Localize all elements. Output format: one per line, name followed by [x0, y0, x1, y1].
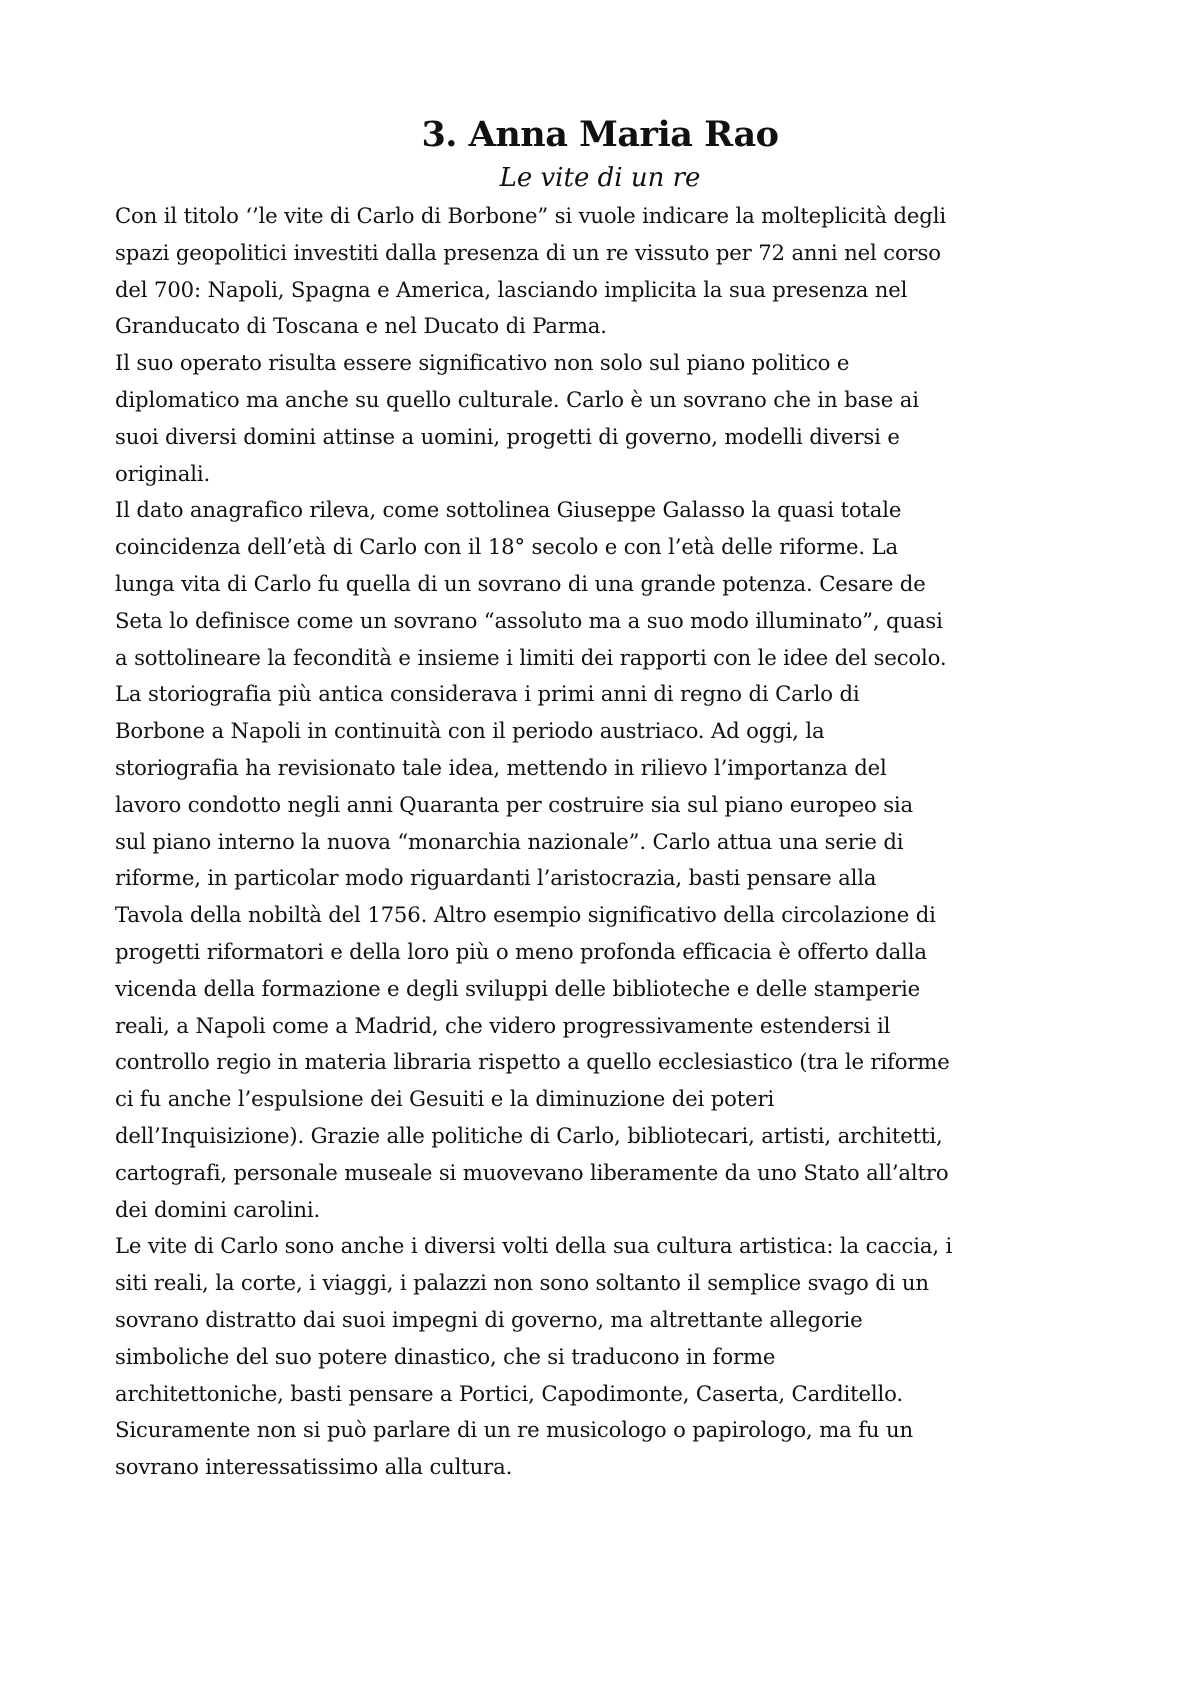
text-line: sul piano interno la nuova “monarchia nazionale”. Carlo attua una serie di [115, 828, 904, 854]
body-text [115, 198, 1115, 1486]
text-line: ci fu anche l’espulsione dei Gesuiti e la diminuzione dei poteri [115, 1086, 775, 1112]
page-title: 3. Anna Maria Rao [421, 114, 779, 155]
text-line: sovrano distratto dai suoi impegni di governo, ma altrettante allegorie [115, 1306, 863, 1332]
text-line: sovrano interessatissimo alla cultura. [115, 1454, 513, 1480]
text-line: Granducato di Toscana e nel Ducato di Parma. [115, 313, 607, 339]
text-line: Le vite di Carlo sono anche i diversi volti della sua cultura artistica: la caccia, i [115, 1233, 953, 1259]
text-line: diplomatico ma anche su quello culturale. Carlo è un sovrano che in base ai [115, 386, 919, 412]
text-line: cartografi, personale museale si muovevano liberamente da uno Stato all’altro [115, 1159, 949, 1185]
text-line: Sicuramente non si può parlare di un re musicologo o papirologo, ma fu un [115, 1417, 913, 1443]
text-line: progetti riformatori e della loro più o meno profonda efficacia è offerto dalla [115, 938, 927, 964]
text-line: dell’Inquisizione). Grazie alle politiche di Carlo, bibliotecari, artisti, architetti, [115, 1122, 943, 1148]
text-line: controllo regio in materia libraria rispetto a quello ecclesiastico (tra le riforme [115, 1049, 950, 1075]
text-line: Seta lo definisce come un sovrano “assoluto ma a suo modo illuminato”, quasi [115, 607, 943, 633]
text-line: simboliche del suo potere dinastico, che si traducono in forme [115, 1343, 776, 1369]
text-line: riforme, in particolar modo riguardanti l’aristocrazia, basti pensare alla [115, 865, 877, 891]
text-line: dei domini carolini. [115, 1196, 321, 1222]
page-subtitle: Le vite di un re [499, 163, 701, 193]
text-line: Con il titolo ‘’le vite di Carlo di Borbone” si vuole indicare la molteplicità degli [115, 203, 946, 228]
text-line: originali. [115, 460, 211, 486]
text-line: Borbone a Napoli in continuità con il periodo austriaco. Ad oggi, la [115, 718, 825, 744]
text-line: lunga vita di Carlo fu quella di un sovrano di una grande potenza. Cesare de [115, 570, 926, 596]
text-line: Il suo operato risulta essere significativo non solo sul piano politico e [115, 350, 850, 376]
text-line: siti reali, la corte, i viaggi, i palazzi non sono soltanto il semplice svago di un [115, 1270, 929, 1296]
text-line: storiografia ha revisionato tale idea, mettendo in rilievo l’importanza del [115, 754, 887, 780]
text-line: coincidenza dell’età di Carlo con il 18° secolo e con l’età delle riforme. La [115, 534, 898, 560]
text-line: architettoniche, basti pensare a Portici, Capodimonte, Caserta, Carditello. [115, 1380, 903, 1406]
text-line: spazi geopolitici investiti dalla presenza di un re vissuto per 72 anni nel corso [115, 239, 941, 265]
text-line: La storiografia più antica considerava i primi anni di regno di Carlo di [115, 681, 860, 707]
text-line: Tavola della nobiltà del 1756. Altro esempio significativo della circolazione di [115, 902, 936, 928]
text-line: reali, a Napoli come a Madrid, che videro progressivamente estendersi il [115, 1012, 891, 1038]
text-line: suoi diversi domini attinse a uomini, progetti di governo, modelli diversi e [115, 423, 900, 449]
text-line: Il dato anagrafico rileva, come sottolinea Giuseppe Galasso la quasi totale [115, 497, 902, 523]
text-line: del 700: Napoli, Spagna e America, lasciando implicita la sua presenza nel [115, 276, 908, 302]
text-line: lavoro condotto negli anni Quaranta per costruire sia sul piano europeo sia [115, 791, 914, 817]
text-line: a sottolineare la fecondità e insieme i limiti dei rapporti con le idee del secolo. [115, 644, 947, 670]
text-line: vicenda della formazione e degli sviluppi delle biblioteche e delle stamperie [115, 975, 920, 1001]
